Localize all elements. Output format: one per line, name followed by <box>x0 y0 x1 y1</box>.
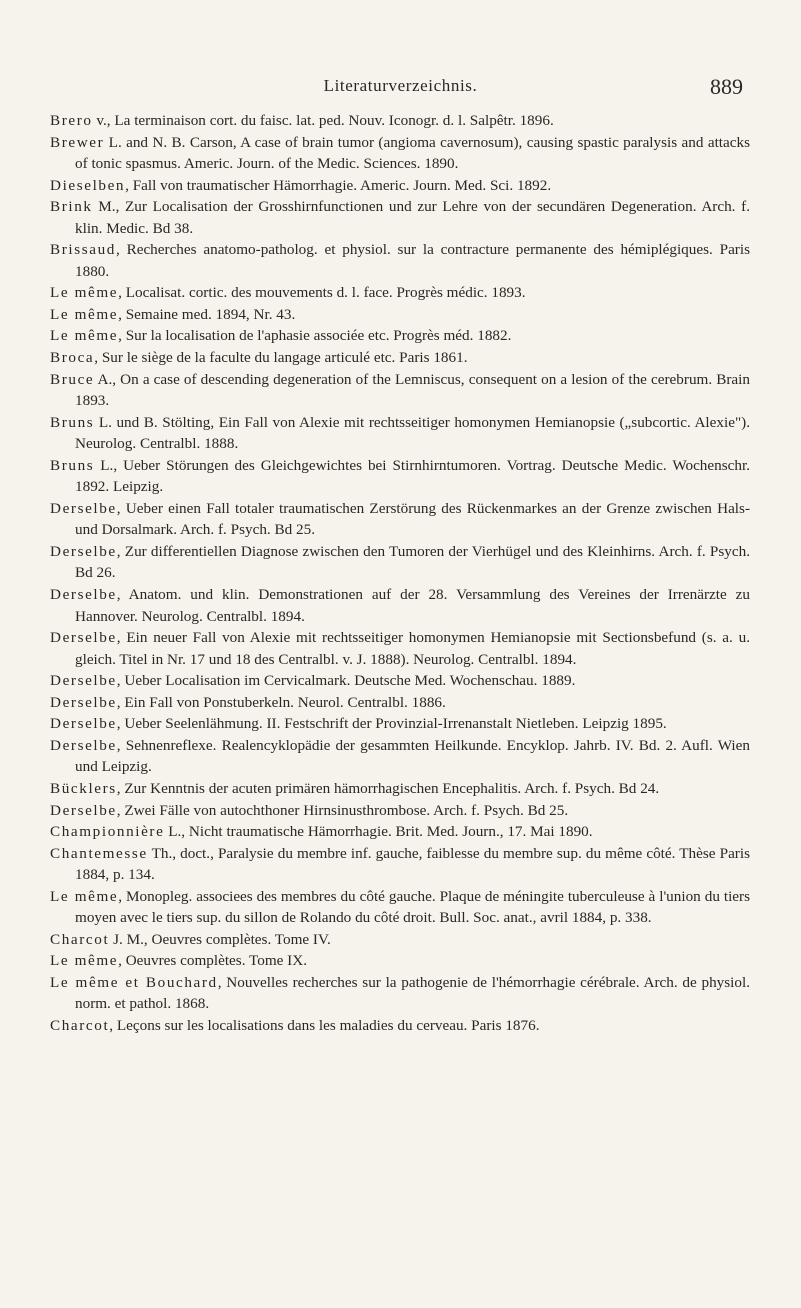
entry-author: Brissaud <box>50 241 116 259</box>
bibliography-entry <box>50 132 750 175</box>
bibliography-entry <box>50 692 750 714</box>
bibliography-entry <box>50 369 750 412</box>
entry-text: , Sur la localisation de l'aphasie associée etc. Progrès méd. 1882. <box>118 327 512 345</box>
entry-text: L., Ueber Störungen des Gleichgewichtes bei Stirnhirntumoren. Vortrag. Deutsche Medic. Wochenschr. 1892. Leipzig. <box>75 456 750 496</box>
entry-text: , Ueber Seelenlähmung. II. Festschrift der Provinzial-Irrenanstalt Nietleben. Leipzig 1895. <box>116 715 667 733</box>
entry-author: Le même <box>50 305 119 323</box>
bibliography-entry <box>50 713 750 735</box>
entry-text: , Nouvelles recherches sur la pathogenie de l'hémorrhagie cérébrale. Arch. de physiol. norm. et pathol. 1868. <box>75 973 750 1013</box>
entry-author: Brero <box>50 112 93 129</box>
entry-author: Derselbe <box>50 542 117 560</box>
bibliography-entry <box>50 584 750 627</box>
bibliography-entry <box>50 239 750 282</box>
entry-text: A., On a case of descending degeneration of the Lemniscus, consequent on a lesion of the cerebrum. Brain 1893. <box>75 370 750 410</box>
bibliography-entry <box>50 325 750 347</box>
bibliography-entry <box>50 1015 750 1037</box>
bibliography-entry <box>50 110 750 132</box>
bibliography-entry <box>50 196 750 239</box>
entry-author: Le même <box>50 952 119 970</box>
bibliography-entry <box>50 347 750 369</box>
entry-author: Championnière <box>50 823 165 841</box>
entry-author: Derselbe <box>50 801 117 819</box>
entry-author: Bücklers <box>50 779 117 797</box>
bibliography-entry <box>50 627 750 670</box>
entry-text: L., Nicht traumatische Hämorrhagie. Brit. Med. Journ., 17. Mai 1890. <box>164 823 593 841</box>
entry-author: Le même <box>50 284 119 302</box>
bibliography-entry <box>50 735 750 778</box>
entry-author: Chantemesse <box>50 844 148 862</box>
entry-text: , Localisat. cortic. des mouvements d. l. face. Progrès médic. 1893. <box>118 284 526 302</box>
bibliography-entry <box>50 282 750 304</box>
entry-author: Derselbe <box>50 693 117 711</box>
entry-text: , Leçons sur les localisations dans les maladies du cerveau. Paris 1876. <box>109 1016 540 1034</box>
entry-text: , Fall von traumatischer Hämorrhagie. Americ. Journ. Med. Sci. 1892. <box>125 176 552 194</box>
bibliography-entry <box>50 950 750 972</box>
entry-author: Derselbe <box>50 672 117 690</box>
entry-text: , Zur Kenntnis der acuten primären hämorrhagischen Encephalitis. Arch. f. Psych. Bd 24. <box>116 779 660 797</box>
bibliography-entry <box>50 821 750 843</box>
entry-author: Derselbe <box>50 736 117 754</box>
bibliography-entry <box>50 541 750 584</box>
bibliography-entry <box>50 304 750 326</box>
entry-author: Le même <box>50 887 119 905</box>
running-title: Literaturverzeichnis. <box>323 76 478 95</box>
entry-text: , Zur differentiellen Diagnose zwischen den Tumoren der Vierhügel und des Kleinhirns. Arch. f. Psych. Bd 26. <box>75 542 750 582</box>
entry-text: J. M., Oeuvres complètes. Tome IV. <box>109 930 331 948</box>
entry-author: Dieselben <box>50 176 126 194</box>
bibliography-entry <box>50 800 750 822</box>
entry-text: , Monopleg. associees des membres du côté gauche. Plaque de méningite tuberculeuse à l'union du tiers moyen avec le tiers sup. du sillon de Rolando du côté droit. Bull. Soc. anat., avril 1884, p. 338. <box>75 887 751 927</box>
entry-author: Charcot <box>50 1016 110 1034</box>
bibliography-entry <box>50 886 750 929</box>
bibliography-list <box>50 110 750 1037</box>
entry-text: v., La terminaison cort. du faisc. lat. ped. Nouv. Iconogr. d. l. Salpêtr. 1896. <box>92 112 554 129</box>
bibliography-entry <box>50 412 750 455</box>
entry-author: Brewer <box>50 133 105 151</box>
entry-text: , Oeuvres complètes. Tome IX. <box>118 952 307 970</box>
entry-author: Bruce <box>50 370 95 388</box>
entry-text: , Ueber einen Fall totaler traumatischen Zerstörung des Rückenmarkes an der Grenze zwischen Hals- und Dorsalmark. Arch. f. Psych. Bd 25. <box>75 499 750 539</box>
bibliography-entry <box>50 929 750 951</box>
entry-text: , Anatom. und klin. Demonstrationen auf der 28. Versammlung des Vereines der Irrenärzte zu Hannover. Neurolog. Centralbl. 1894. <box>75 586 750 625</box>
entry-author: Brink <box>50 198 93 216</box>
bibliography-entry <box>50 175 750 197</box>
entry-author: Bruns <box>50 413 95 431</box>
entry-author: Derselbe <box>50 629 117 647</box>
entry-text: , Ein Fall von Ponstuberkeln. Neurol. Centralbl. 1886. <box>116 693 446 711</box>
page-number: 889 <box>710 74 743 99</box>
bibliography-entry <box>50 778 750 800</box>
entry-author: Le même <box>50 327 119 345</box>
bibliography-entry <box>50 498 750 541</box>
running-head <box>0 52 801 99</box>
entry-author: Derselbe <box>50 715 117 733</box>
entry-text: , Ein neuer Fall von Alexie mit rechtsseitiger homonymen Hemianopsie mit Sectionsbefund (s. a. u. gleich. Titel in Nr. 17 und 18 des Centralbl. v. J. 1888). Neurolog. Centralbl. 1894. <box>75 629 750 668</box>
entry-text: , Semaine med. 1894, Nr. 43. <box>118 305 296 323</box>
entry-text: , Ueber Localisation im Cervicalmark. Deutsche Med. Wochenschau. 1889. <box>116 672 576 690</box>
bibliography-entry <box>50 972 750 1015</box>
entry-author: Bruns <box>50 456 95 474</box>
entry-text: M., Zur Localisation der Grosshirnfunctionen und zur Lehre von der secundären Degeneration. Arch. f. klin. Medic. Bd 38. <box>75 198 750 237</box>
entry-author: Derselbe <box>50 586 117 604</box>
entry-text: , Recherches anatomo-patholog. et physiol. sur la contracture permanente des hémiplégiques. Paris 1880. <box>75 241 750 280</box>
entry-text: L. und B. Stölting, Ein Fall von Alexie mit rechtsseitiger homonymen Hemianopsie („subcortic. Alexie"). Neurolog. Centralbl. 1888. <box>75 413 750 453</box>
entry-text: , Zwei Fälle von autochthoner Hirnsinusthrombose. Arch. f. Psych. Bd 25. <box>116 801 569 819</box>
entry-text: L. and N. B. Carson, A case of brain tumor (angioma cavernosum), causing spastic paralysis and attacks of tonic spasmus. Americ. Journ. of the Medic. Sciences. 1890. <box>75 133 750 173</box>
entry-author: Le même et Bouchard <box>50 973 218 991</box>
bibliography-entry <box>50 670 750 692</box>
entry-text: Th., doct., Paralysie du membre inf. gauche, faiblesse du membre sup. du même côté. Thèse Paris 1884, p. 134. <box>75 844 750 884</box>
entry-author: Charcot <box>50 930 110 948</box>
bibliography-entry <box>50 843 750 886</box>
entry-text: , Sehnenreflexe. Realencyklopädie der gesammten Heilkunde. Encyklop. Jahrb. IV. Bd. 2. Aufl. Wien und Leipzig. <box>75 736 750 776</box>
entry-author: Broca <box>50 349 95 367</box>
entry-text: , Sur le siège de la faculte du langage articulé etc. Paris 1861. <box>94 349 468 367</box>
bibliography-entry <box>50 455 750 498</box>
entry-author: Derselbe <box>50 499 117 517</box>
